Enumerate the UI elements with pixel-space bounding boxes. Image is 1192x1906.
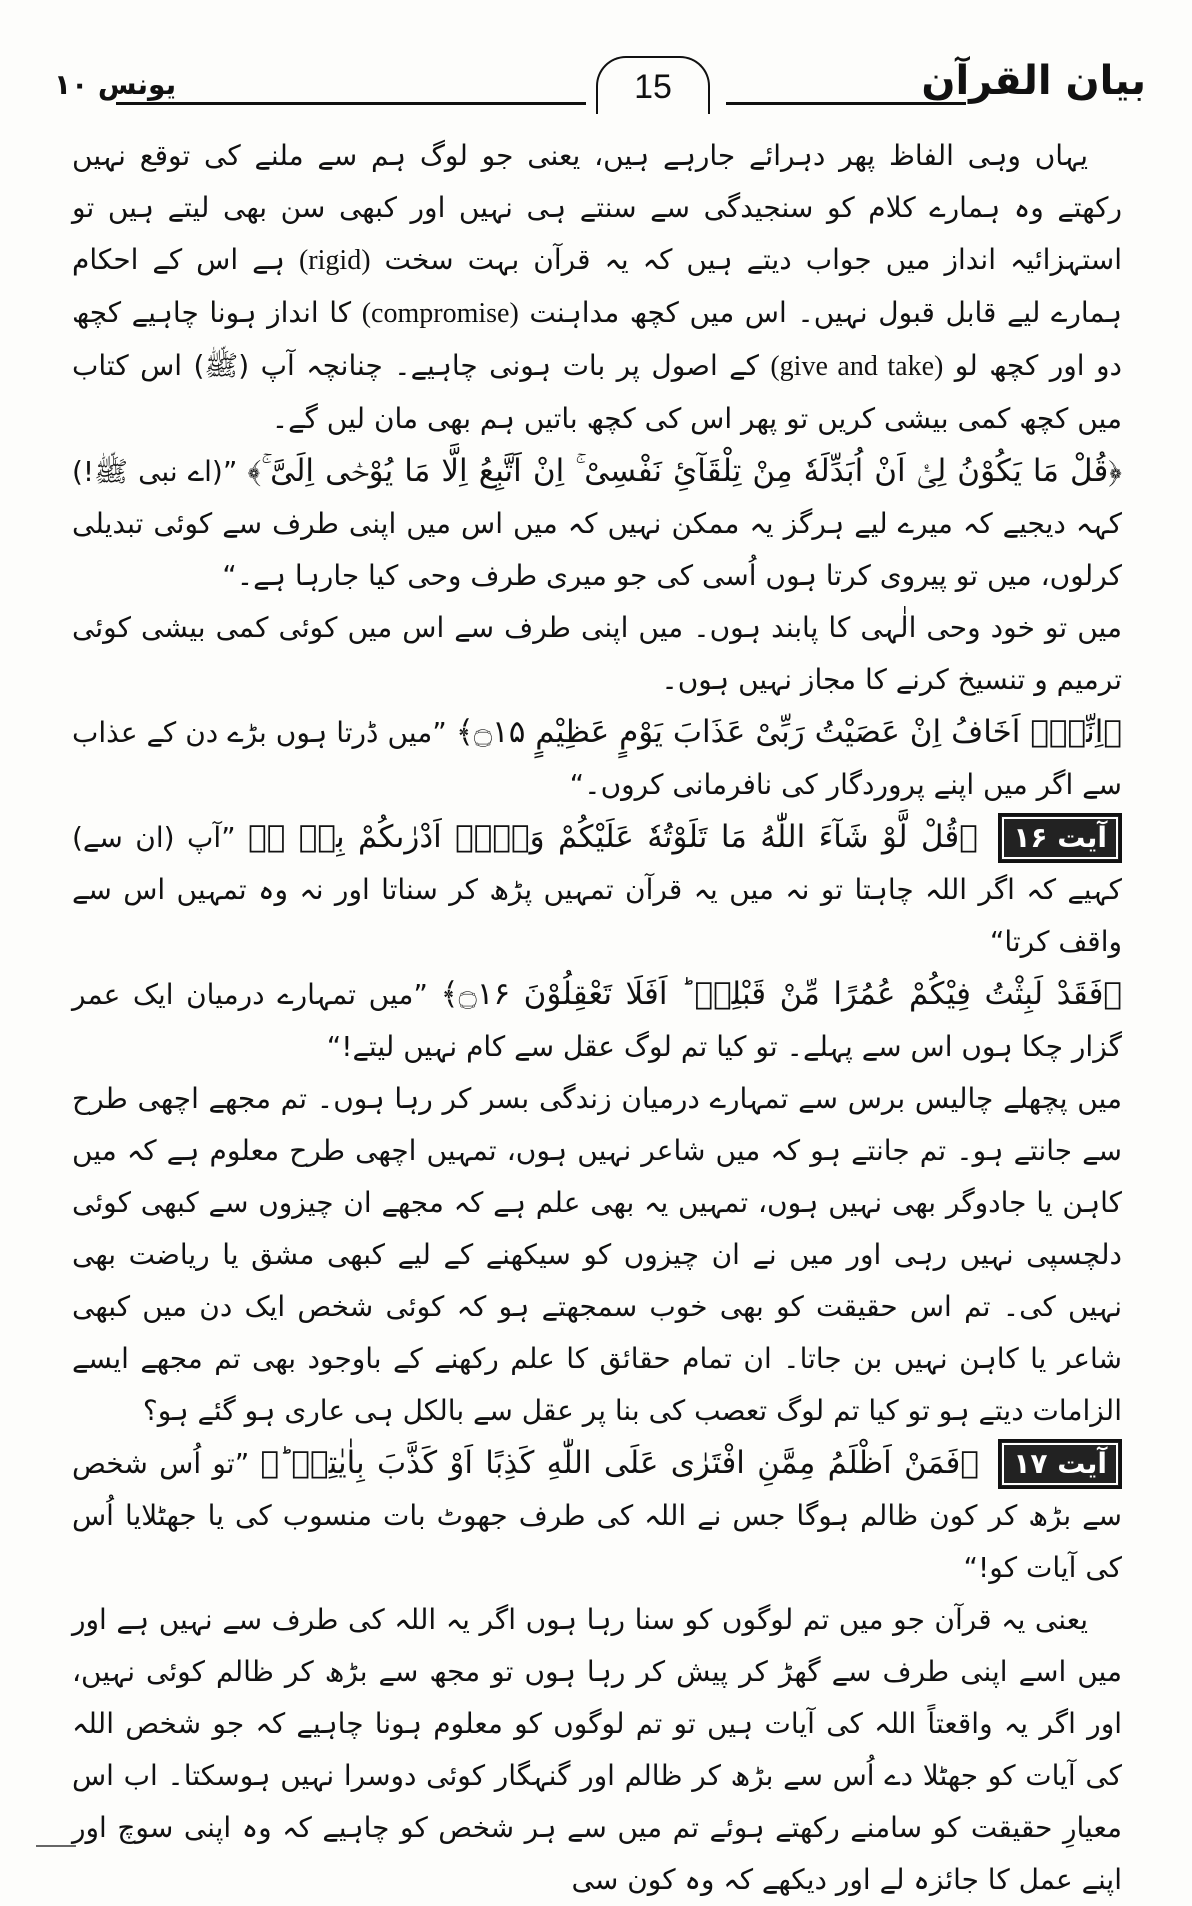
book-title: بیان القرآن	[921, 58, 1146, 104]
verse-block	[72, 811, 1122, 968]
verse-block	[72, 1437, 1122, 1594]
quran-verse: ﴿قُلْ لَّوْ شَآءَ اللّٰهُ مَا تَلَوْتُهٗ عَلَیْكُمْ وَلَاۤ اَدْرٰىكُمْ بِهٖ ۫﴾	[248, 819, 978, 855]
verse-translation: ”میں ڈرتا ہوں بڑے دن کے عذاب سے اگر میں اپنے پروردگار کی نافرمانی کروں۔“	[72, 716, 1122, 801]
page-number: 15	[596, 56, 710, 114]
paragraph-run: کے اصول پر بات ہونی چاہیے۔ چنانچہ آپ (ﷺ) اس کتاب میں کچھ کمی بیشی کریں تو پھر اس کی کچھ باتیں ہم بھی مان لیں گے۔	[72, 349, 1122, 435]
verse-translation: ”تو اُس شخص سے بڑھ کر کون ظالم ہوگا جس نے اللہ کی طرف جھوٹ بات منسوب کی یا جھٹلایا اُس کی آیات کو!“	[72, 1447, 1122, 1584]
verse-block	[72, 968, 1122, 1073]
verse-block	[72, 445, 1122, 602]
ayah-badge: آیت ۱۶	[998, 813, 1122, 863]
verse-translation: ”(اے نبی ﷺ!) کہہ دیجیے کہ میرے لیے ہرگز یہ ممکن نہیں کہ میں اس میں اپنی طرف سے کوئی تبدیلی کرلوں، میں تو پیروی کرتا ہوں اُسی کی جو میری طرف وحی کیا جارہا ہے۔“	[72, 455, 1122, 592]
paragraph: میں پچھلے چالیس برس سے تمہارے درمیان زندگی بسر کر رہا ہوں۔ تم مجھے اچھی طرح سے جانتے ہو۔ تم جانتے ہو کہ میں شاعر نہیں ہوں، تمہیں اچھی طرح معلوم ہے کہ میں کاہن یا جادوگر بھی نہیں ہوں، تمہیں یہ بھی علم ہے کہ مجھے ان چیزوں سے کبھی کوئی دلچسپی نہیں رہی اور میں نے ان چیزوں کو سیکھنے کے لیے کبھی مشق یا ریاضت بھی نہیں کی۔ تم اس حقیقت کو بھی خوب سمجھتے ہو کہ کوئی شخص ایک دن میں کبھی شاعر یا کاہن نہیں بن جاتا۔ ان تمام حقائق کا علم رکھنے کے باوجود بھی تم مجھے ایسے الزامات دیتے ہو تو کیا تم لوگ تعصب کی بنا پر عقل سے بالکل ہی عاری ہو گئے ہو؟	[72, 1082, 1122, 1427]
paragraph: میں تو خود وحی الٰہی کا پابند ہوں۔ میں اپنی طرف سے اس میں کوئی کمی بیشی کوئی ترمیم و تنسیخ کرنے کا مجاز نہیں ہوں۔	[72, 611, 1122, 696]
paragraph-run: کا انداز ہونا چاہیے کچھ دو اور کچھ لو	[72, 296, 1122, 382]
page-header	[36, 52, 1156, 122]
quran-verse: ﴿فَمَنْ اَظْلَمُ مِمَّنِ افْتَرٰی عَلَی اللّٰهِ كَذِبًا اَوْ كَذَّبَ بِاٰیٰتِهٖ ؕ﴾	[260, 1445, 979, 1481]
latin-term: (rigid)	[298, 245, 371, 276]
footer-mark	[36, 1845, 76, 1847]
header-rule-left	[116, 102, 586, 105]
page-body	[72, 130, 1122, 1906]
paragraph-run: یہاں وہی الفاظ پھر دہرائے جارہے ہیں، یعنی جو لوگ ہم سے ملنے کی توقع نہیں رکھتے وہ ہمارے کلام کو سنجیدگی سے سنتے ہی نہیں اور کبھی سن بھی لیتے ہیں تو استہزائیہ انداز میں جواب دیتے ہیں کہ یہ قرآن بہت سخت	[72, 139, 1122, 276]
verse-translation: ”آپ (ان سے) کہیے کہ اگر اللہ چاہتا تو نہ میں یہ قرآن تمہیں پڑھ کر سناتا اور نہ وہ تمہیں اس سے واقف کرتا“	[72, 821, 1122, 958]
quran-verse: ﴿فَقَدْ لَبِثْتُ فِیْكُمْ عُمُرًا مِّنْ قَبْلِهٖ ؕ اَفَلَا تَعْقِلُوْنَ ۝۱۶﴾	[440, 976, 1122, 1012]
verse-translation: ”میں تمہارے درمیان ایک عمر گزار چکا ہوں اس سے پہلے۔ تو کیا تم لوگ عقل سے کام نہیں لیتے!“	[72, 978, 1122, 1063]
quran-verse: ﴿قُلْ مَا یَكُوْنُ لِیْۤ اَنْ اُبَدِّلَهٗ مِنْ تِلْقَآئِ نَفْسِیْ ۚ اِنْ اَتَّبِعُ اِلَّا مَا یُوْحٰۤی اِلَیَّ ۚ﴾	[247, 453, 1123, 489]
ayah-badge: آیت ۱۷	[998, 1439, 1122, 1489]
latin-term: (give and take)	[770, 351, 944, 382]
verse-block	[72, 706, 1122, 811]
surah-label: یونس ۱۰	[54, 68, 177, 101]
paragraph-run: ہے اس کے احکام ہمارے لیے قابل قبول نہیں۔ اس میں کچھ مداہنت	[72, 243, 1123, 329]
latin-term: (compromise)	[361, 298, 519, 329]
paragraph: یعنی یہ قرآن جو میں تم لوگوں کو سنا رہا ہوں اگر یہ اللہ کی طرف سے نہیں ہے اور میں اسے اپنی طرف سے گھڑ کر پیش کر رہا ہوں تو مجھ سے بڑھ کر ظالم کوئی نہیں، اور اگر یہ واقعتاً اللہ کی آیات ہیں تو تم لوگوں کو معلوم ہونا چاہیے کہ جو شخص اللہ کی آیات کو جھٹلا دے اُس سے بڑھ کر ظالم اور گنہگار کوئی دوسرا نہیں ہوسکتا۔ اب اس معیارِ حقیقت کو سامنے رکھتے ہوئے تم میں سے ہر شخص کو چاہیے کہ وہ اپنی سوچ اور اپنے عمل کا جائزہ لے اور دیکھے کہ وہ کون سی	[72, 1603, 1122, 1896]
paragraph	[72, 130, 1122, 445]
quran-verse: ﴿اِنِّیْۤ اَخَافُ اِنْ عَصَیْتُ رَبِّیْ عَذَابَ یَوْمٍ عَظِیْمٍ ۝۱۵﴾	[455, 714, 1122, 750]
